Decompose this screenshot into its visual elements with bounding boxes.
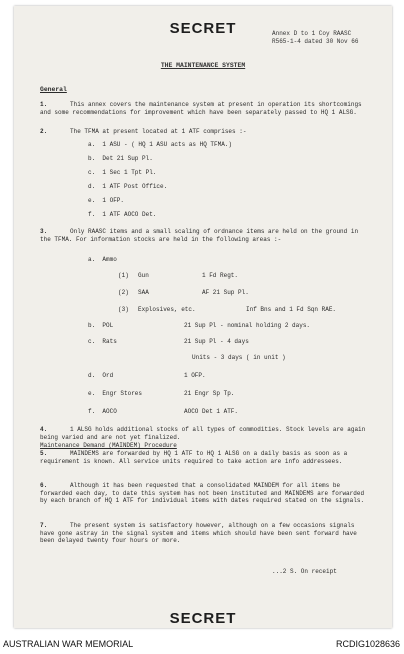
continuation-note: ...2 S. On receipt xyxy=(272,568,337,575)
para-3-item-a1-detail: 1 Fd Regt. xyxy=(202,272,239,279)
para-2-item-c: c. 1 Sec 1 Tpt Pl. xyxy=(88,169,157,176)
para-6-number: 6. xyxy=(40,482,48,489)
para-3-item-b-detail: 21 Sup Pl - nominal holding 2 days. xyxy=(184,322,311,329)
para-2-item-e: e. 1 OFP. xyxy=(88,197,125,204)
para-5-text: MAINDEMS are forwarded by HQ 1 ATF to HQ 1 ALSG on a daily basis as soon as a requirement is known. All service units required to take action are info addressees. xyxy=(40,450,348,465)
para-3-item-e-detail: 21 Engr Sp Tp. xyxy=(184,390,235,397)
para-3-item-a1-name: Gun xyxy=(138,272,149,279)
para-2-item-f: f. 1 ATF AOCO Det. xyxy=(88,211,157,218)
para-1-number: 1. xyxy=(40,101,48,108)
para-3-item-f-detail: AOCO Det 1 ATF. xyxy=(184,408,239,415)
para-3-item-a2-name: SAA xyxy=(138,289,149,296)
para-3-item-a3-name: Explosives, etc. xyxy=(138,306,196,313)
para-3-number: 3. xyxy=(40,228,48,235)
para-3-item-e: e. Engr Stores xyxy=(88,390,143,397)
para-3-item-a2-detail: AF 21 Sup Pl. xyxy=(202,289,249,296)
annex-reference xyxy=(272,30,358,46)
para-2-number: 2. xyxy=(40,128,48,135)
para-3-item-a: a. Ammo xyxy=(88,256,117,263)
para-5-number: 5. xyxy=(40,450,48,457)
para-6-text: Although it has been requested that a consolidated MAINDEM for all items be forwarded each day, to date this system has not been instituted and MAINDEMS are forwarded by each branch of HQ 1 ATF for individual items with dates required stated on the signals. xyxy=(40,482,365,505)
para-3-text: Only RAASC items and a small scaling of ordnance items are held on the ground in the TFMA. For information stocks are held in the following areas :- xyxy=(40,228,359,243)
annex-line-2: R565-1-4 dated 30 Nov 66 xyxy=(272,38,359,45)
para-3-item-a1: (1) xyxy=(118,272,129,279)
classification-bottom: SECRET xyxy=(169,610,237,627)
para-2-item-a: a. 1 ASU - ( HQ 1 ASU acts as HQ TFMA.) xyxy=(88,141,233,148)
para-3-item-a3-detail: Inf Bns and 1 Fd Sqn RAE. xyxy=(246,306,337,313)
para-7-number: 7. xyxy=(40,522,48,529)
para-2-item-d: d. 1 ATF Post Office. xyxy=(88,183,168,190)
annex-line-1: Annex D to 1 Coy RAASC xyxy=(272,30,352,37)
maindem-heading: Maintenance Demand (MAINDEM) Procedure xyxy=(40,442,177,449)
para-3-item-d: d. Ord xyxy=(88,372,114,379)
para-3-item-f: f. AOCO xyxy=(88,408,117,415)
para-2-text: The TFMA at present located at 1 ATF comprises :- xyxy=(70,128,247,135)
archive-name: AUSTRALIAN WAR MEMORIAL xyxy=(3,639,134,649)
archive-footer xyxy=(0,634,404,654)
para-3-item-c-detail: 21 Sup Pl - 4 days xyxy=(184,338,249,345)
para-4-number: 4. xyxy=(40,426,48,433)
para-1-text: This annex covers the maintenance system at present in operation its shortcomings and some recommendations for improvement which have been separately passed to HQ 1 ALSG. xyxy=(40,101,362,116)
section-heading: General xyxy=(40,86,67,93)
classification-top: SECRET xyxy=(169,20,237,37)
para-2-item-b: b. Det 21 Sup Pl. xyxy=(88,155,153,162)
para-3-item-a3: (3) xyxy=(118,306,129,313)
para-4-text: 1 ALSG holds additional stocks of all types of commodities. Stock levels are again being varied and are not yet finalized. xyxy=(40,426,366,441)
para-3-item-a2: (2) xyxy=(118,289,129,296)
para-3-item-c-detail-2: Units - 3 days ( in unit ) xyxy=(192,354,286,361)
archive-id: RCDIG1028636 xyxy=(335,639,400,649)
para-7-text: The present system is satisfactory however, although on a few occasions signals have gone astray in the signal system and items which should have been sent forward have been delayed twenty four hours or more. xyxy=(40,522,357,545)
para-3-item-b: b. POL xyxy=(88,322,114,329)
para-3-item-d-detail: 1 OFP. xyxy=(184,372,206,379)
document-page xyxy=(14,6,392,628)
document-title: THE MAINTENANCE SYSTEM xyxy=(160,62,246,69)
para-3-item-c: c. Rats xyxy=(88,338,117,345)
